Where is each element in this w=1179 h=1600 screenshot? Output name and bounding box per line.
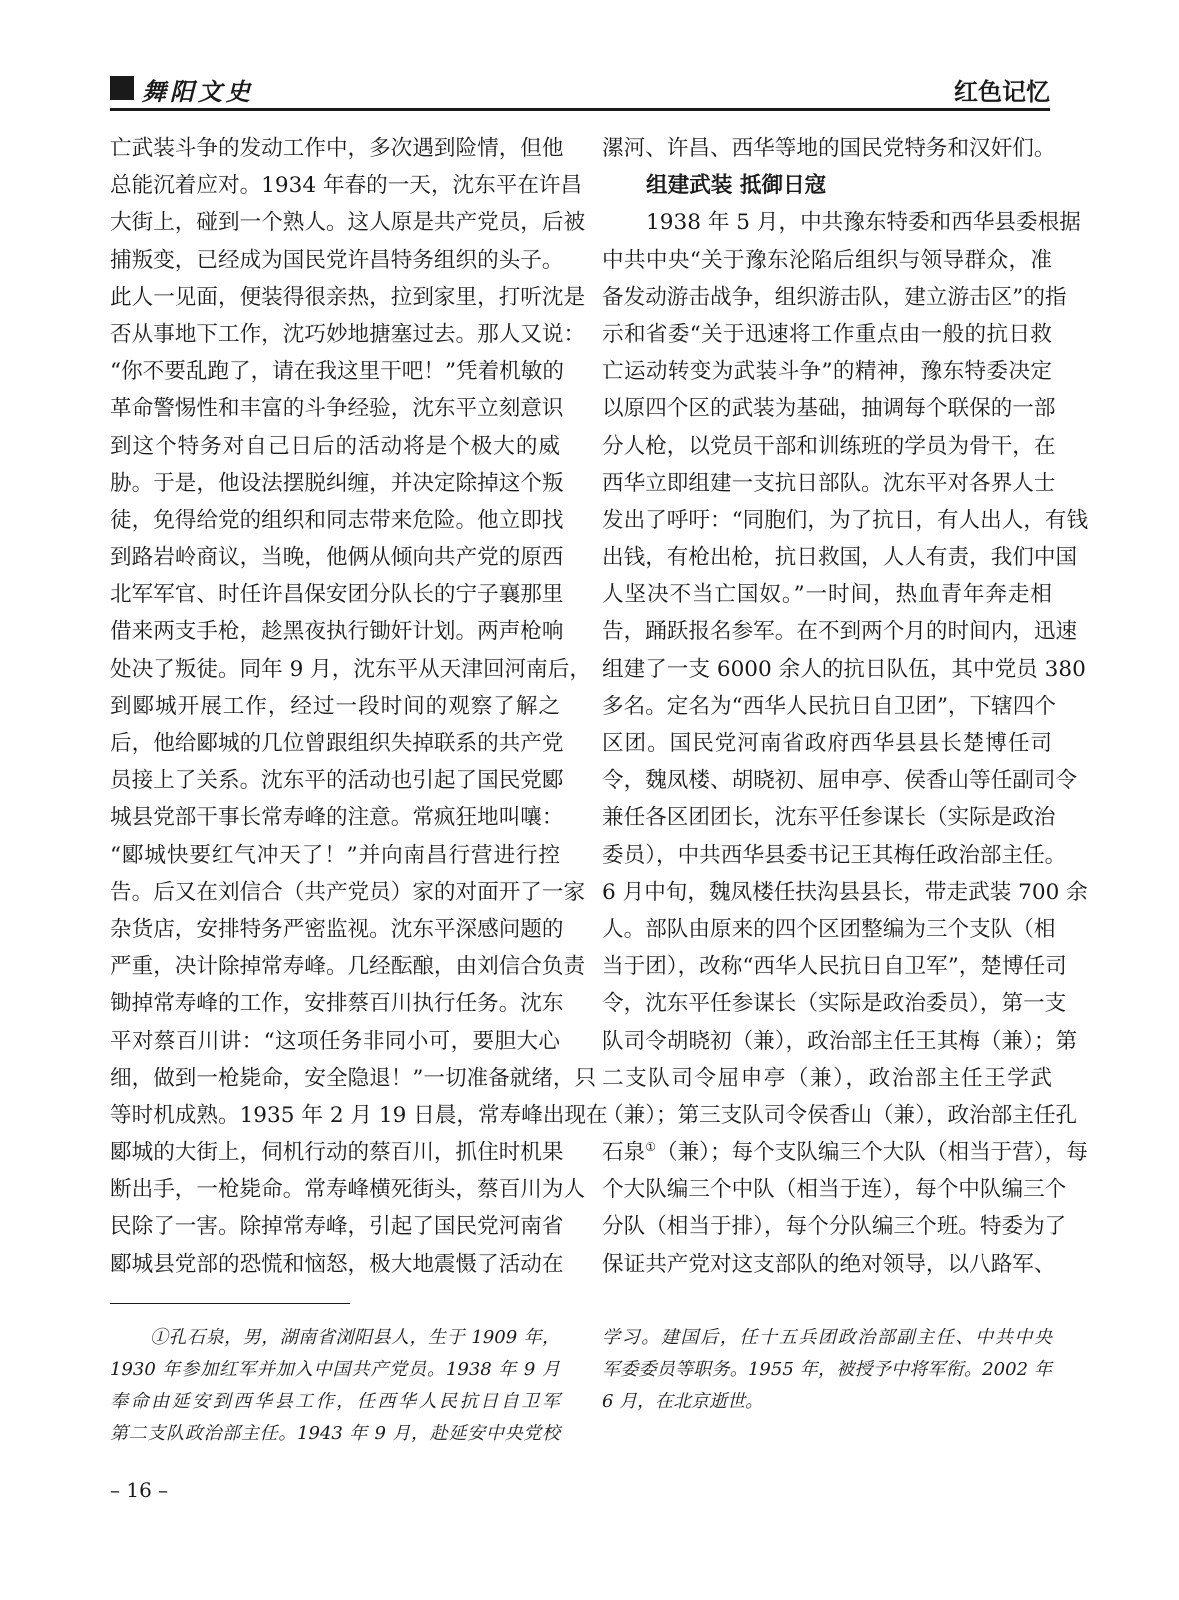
paragraph-line: 到路岩岭商议，当晚，他俩从倾向共产党的原西 [110, 545, 564, 571]
paragraph-line: 1930 年参加红军并加入中国共产党员。1938 年 9 月 [110, 1359, 560, 1380]
paragraph-line: 备发动游击战争，组织游击队，建立游击区”的指 [602, 284, 1067, 310]
paragraph-line: 平对蔡百川讲：“这项任务非同小可，要胆大心 [110, 1028, 560, 1054]
section-title: 红色记忆 [954, 78, 1050, 106]
paragraph-line: 到郾城开展工作，经过一段时间的观察了解之 [110, 693, 560, 719]
paragraph-line: 等时机成熟。1935 年 2 月 19 日晨，常寿峰出现在 [110, 1102, 608, 1128]
paragraph-line: 军委委员等职务。1955 年，被授予中将军衔。2002 年 [602, 1359, 1052, 1380]
paragraph-line: 个大队编三个中队（相当于连），每个中队编三个 [602, 1177, 1067, 1203]
page-number: – 16 – [110, 1478, 169, 1502]
paragraph-line: 1938 年 5 月，中共豫东特委和西华县委根据 [646, 210, 1081, 236]
paragraph-line: 漯河、许昌、西华等地的国民党特务和汉奸们。 [602, 136, 1056, 161]
paragraph-line: 总能沉着应对。1934 年春的一天，沈东平在许昌 [110, 173, 583, 199]
paragraph-line: 队司令胡晓初（兼），政治部主任王其梅（兼）；第 [602, 1028, 1078, 1054]
paragraph-line: 中共中央“关于豫东沦陷后组织与领导群众，准 [602, 247, 1052, 273]
paragraph-line: “郾城快要红气冲天了！”并向南昌行营进行控 [110, 842, 560, 868]
paragraph-line: 奉命由延安到西华县工作，任西华人民抗日自卫军 [110, 1391, 560, 1412]
paragraph-line: 大街上，碰到一个熟人。这人原是共产党员，后被 [110, 210, 586, 236]
footnote-marker[interactable]: ① [645, 1139, 656, 1154]
paragraph-line: 革命警惕性和丰富的斗争经验，沈东平立刻意识 [110, 396, 564, 422]
paragraph-line: 西华立即组建一支抗日部队。沈东平对各界人士 [602, 470, 1056, 496]
paragraph-line: 严重，决计除掉常寿峰。几经酝酿，由刘信合负责 [110, 954, 586, 980]
footnote-right [602, 1322, 1052, 1418]
paragraph-line: 二支队司令屈申亭（兼），政治部主任王学武 [602, 1065, 1052, 1091]
right-column [602, 130, 1089, 1283]
paragraph-line: 锄掉常寿峰的工作，安排蔡百川执行任务。沈东 [110, 991, 564, 1017]
paragraph-line: 民除了一害。除掉常寿峰，引起了国民党河南省 [110, 1214, 564, 1240]
paragraph-line: 出钱，有枪出枪，抗日救国，人人有责，我们中国 [602, 545, 1078, 571]
paragraph-line: 以原四个区的武装为基础，抽调每个联保的一部 [602, 396, 1056, 422]
paragraph-line: “你不要乱跑了，请在我这里干吧！”凭着机敏的 [110, 359, 564, 385]
paragraph-line: 保证共产党对这支部队的绝对领导，以八路军、 [602, 1251, 1056, 1277]
paragraph-line: （兼）；第三支队司令侯香山（兼），政治部主任孔 [602, 1102, 1078, 1128]
paragraph-line: 胁。于是，他设法摆脱纠缠，并决定除掉这个叛 [110, 470, 564, 496]
paragraph-line: 分队（相当于排），每个分队编三个班。特委为了 [602, 1214, 1067, 1240]
paragraph-line: 当于团），改称“西华人民抗日自卫军”，楚博任司 [602, 954, 1067, 980]
paragraph-line: 断出手，一枪毙命。常寿峰横死街头，蔡百川为人 [110, 1177, 586, 1203]
paragraph-line: 此人一见面，便装得很亲热，拉到家里，打听沈是 [110, 284, 586, 310]
paragraph-line: 令，魏凤楼、胡晓初、屈申亭、侯香山等任副司令 [602, 768, 1078, 794]
page-header [110, 70, 1050, 106]
footnote-rule [110, 1303, 350, 1304]
paragraph-line: 处决了叛徒。同年 9 月，沈东平从天津回河南后， [110, 656, 591, 682]
section-heading: 组建武装 抵御日寇 [646, 173, 827, 199]
paragraph-line: 多名。定名为“西华人民抗日自卫团”，下辖四个 [602, 693, 1056, 719]
text-fragment: 石泉 [602, 1140, 646, 1166]
paragraph-line: 徒，免得给党的组织和同志带来危险。他立即找 [110, 507, 564, 533]
left-column [110, 130, 608, 1283]
paragraph-line: 告，踊跃报名参军。在不到两个月的时间内，迅速 [602, 619, 1078, 645]
paragraph-line: 捕叛变，已经成为国民党许昌特务组织的头子。 [110, 247, 564, 273]
paragraph-line: 亡运动转变为武装斗争”的精神，豫东特委决定 [602, 359, 1052, 385]
paragraph-line: 分人枪，以党员干部和训练班的学员为骨干，在 [602, 433, 1056, 459]
paragraph-line: 员接上了关系。沈东平的活动也引起了国民党郾 [110, 768, 564, 794]
paragraph-line: 后，他给郾城的几位曾跟组织失掉联系的共产党 [110, 731, 564, 756]
paragraph-line: 第二支队政治部主任。1943 年 9 月，赴延安中央党校 [110, 1423, 560, 1444]
text-fragment: （兼）；每个支队编三个大队（相当于营），每 [655, 1140, 1088, 1166]
paragraph-line: 到这个特务对自己日后的活动将是个极大的威 [110, 433, 560, 459]
journal-title: 舞阳文史 [142, 77, 254, 106]
paragraph-line: 区团。国民党河南省政府西华县县长楚博任司 [602, 731, 1052, 756]
paragraph-line-footnote-ref [602, 1134, 1088, 1171]
paragraph-line: 亡武装斗争的发动工作中，多次遇到险情，但他 [110, 136, 564, 161]
paragraph-line: 郾城的大街上，伺机行动的蔡百川，抓住时机果 [110, 1140, 564, 1166]
paragraph-line: 杂货店，安排特务严密监视。沈东平深感问题的 [110, 916, 564, 942]
paragraph-line: 细，做到一枪毙命，安全隐退！”一切准备就绪，只 [110, 1065, 597, 1091]
header-square-mark [110, 76, 134, 100]
paragraph-line: 城县党部干事长常寿峰的注意。常疯狂地叫嚷： [110, 805, 564, 831]
paragraph-line: 学习。建国后，任十五兵团政治部副主任、中共中央 [602, 1327, 1052, 1348]
paragraph-line: 组建了一支 6000 余人的抗日队伍，其中党员 380 [602, 656, 1086, 682]
paragraph-line: 人。部队由原来的四个区团整编为三个支队（相 [602, 916, 1056, 942]
paragraph-line: 6 月中旬，魏凤楼任扶沟县县长，带走武装 700 余 [602, 879, 1088, 905]
paragraph-line: 6 月，在北京逝世。 [602, 1391, 764, 1412]
paragraph-line: 兼任各区团团长，沈东平任参谋长（实际是政治 [602, 805, 1056, 831]
header-rule [110, 108, 1050, 111]
paragraph-line: 示和省委“关于迅速将工作重点由一般的抗日救 [602, 321, 1052, 347]
paragraph-line: 借来两支手枪，趁黑夜执行锄奸计划。两声枪响 [110, 619, 564, 645]
paragraph-line: 人坚决不当亡国奴。”一时间，热血青年奔走相 [602, 582, 1052, 608]
paragraph-line: 北军军官、时任许昌保安团分队长的宁子襄那里 [110, 582, 564, 608]
paragraph-line: 告。后又在刘信合（共产党员）家的对面开了一家 [110, 879, 586, 905]
paragraph-line: 委员），中共西华县委书记王其梅任政治部主任。 [602, 842, 1067, 868]
paragraph-line: 郾城县党部的恐慌和恼怒，极大地震慑了活动在 [110, 1251, 564, 1277]
paragraph-line: ①孔石泉，男，湖南省浏阳县人，生于 1909 年， [150, 1327, 560, 1348]
paragraph-line: 否从事地下工作，沈巧妙地搪塞过去。那人又说： [110, 321, 586, 347]
paragraph-line: 发出了呼吁：“同胞们，为了抗日，有人出人，有钱 [602, 507, 1089, 533]
footnote-left [110, 1322, 560, 1450]
paragraph-line: 令，沈东平任参谋长（实际是政治委员），第一支 [602, 991, 1067, 1017]
